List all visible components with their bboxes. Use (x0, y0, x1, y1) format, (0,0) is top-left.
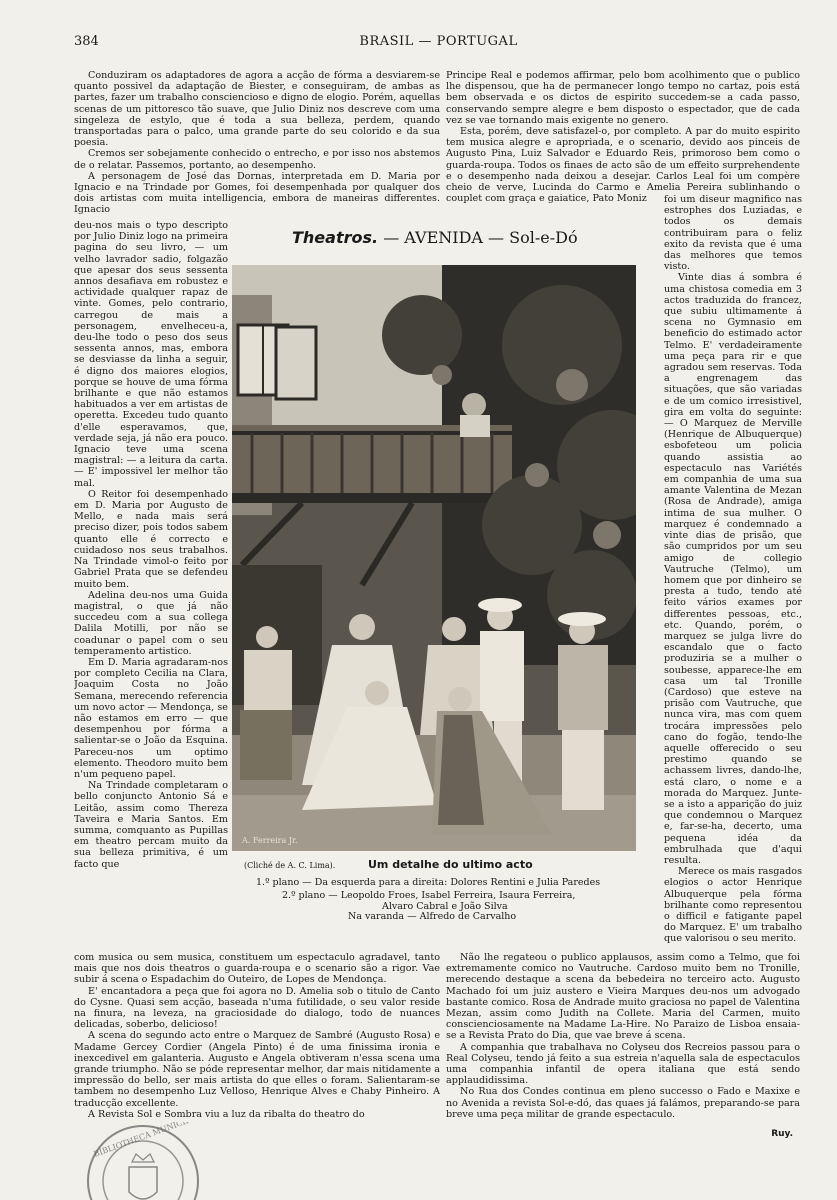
paragraph: com musica ou sem musica, constituem um espectaculo agradavel, tanto mais que nos dois theatros o guarda-roupa e o scenario são a rigor. Vae subir á scena o Espadachim do Outeiro, de Lopes de Mendonça. (74, 952, 440, 986)
paragraph: A Revista Sol e Sombra viu a luz da ribalta do theatro do (88, 1108, 365, 1120)
paragraph: O Reitor foi desempenhado em D. Maria por Augusto de Mello, e nada mais será preciso dizer, pois todos sabem quanto elle é correcto e cuidadoso nos seus trabalhos. Na Trindade vimol-o feito por Gabriel Prata que se defendeu muito bem. (74, 488, 228, 590)
paragraph: E' encantadora a peça que foi agora no D. Amelia sob o titulo de Canto do Cysne. Quasi sem acção, baseada n'uma futilidade, o seu valor reside na finura, na leveza, na graciosidade do dialogo, todo de nuances delicadas, soberbo, delicioso! (74, 985, 440, 1031)
caption-line: Na varanda — Alfredo de Carvalho (348, 911, 517, 922)
paragraph: Conduziram os adaptadores de agora a acção de fórma a desviarem-se quanto possivel da adaptação de Biester, e conseguiram, de ambas as partes, fazer um trabalho conscienciosо e digno de elogio. Porém, aquellas scenas de um pittoresco tão suave, que Julio Diniz nos descreve com uma singeleza de estylo, que é toda a sua belleza, perdem, quando transportadas para o palco, uma grande parte do seu colorido e da sua poesia. (74, 70, 440, 149)
paragraph: A scena do segundo acto entre o Marquez de Sambré (Augusto Rosa) e Madame Gercey Cordier (Angela Pinto) é de uma finissima ironia e inexcedivel em galanteria. Augusto e Angela obtiveram n'essa scena uma grande triumpho. Não se póde representar melhor, dar mais nitidamente a impressão do bello, ser mais artista do que elles o foram. Salientaram-se tambem no desempenho Luz Velloso, Henrique Alves e Chaby Pinheiro. A traducção excellente. (74, 1030, 440, 1109)
column-right-bottom (446, 952, 800, 1142)
paragraph: Merece os mais rasgados elogios o actor Henrique Albuquerque pela fórma brilhante como representou o difficil e fatigante papel do Marquez. E' um trabalho que valorisou o seu merito. (664, 866, 802, 945)
section-subtitle: — AVENIDA — Sol-e-Dó (383, 228, 578, 247)
caption-title: Um detalhe do ultimo acto (368, 858, 533, 871)
stage-photograph (232, 265, 636, 851)
stamp-seal-icon (84, 1122, 202, 1200)
paragraph: Não lhe regateou o publico applausos, assim como a Telmo, que foi extremamente comico no Vautruche. Cardoso muito bem no Tronille, merecendo destaque a scena da bebedeira no terceiro acto. Augusto Machado foi um juiz austero e Vieira Marques deu-nos um advogado bastante comico. Rosa de Andrade muito graciosa no papel de Valentina Mezan, assim como Judith na Collete. Maria del Carmen, muito conscienciosamente na Madame La-Hire. No Paraizo de Lisboa ensaia-se a Revista Prato do Dia, que vae breve á scena. (446, 952, 800, 1042)
paragraph: Em D. Maria agradaram-nos por completo Cecilia na Clara, Joaquim Costa no João Semana, merecendo referencia um novo actor — Mendonça, se não estamos em erro — que desempenhou por fórma a salientar-se o João da Esquina. Pareceu-nos um optimo elemento. Theodoro muito bem n'um pequeno papel. (74, 656, 228, 780)
library-stamp (84, 1122, 202, 1200)
caption-line: Alvaro Cabral e João Silva (382, 901, 508, 912)
stamp-text: BIBLIOTHECA MUNICIPAL (92, 1122, 202, 1159)
paragraph: Principe Real e podemos affirmar, pelo bom acolhimento que o publico lhe dispensou, que ha de permanecer longo tempo no cartaz, pois está bem observada e os dictos de espirito succedem-se a cada passo, conservando sempre alegre e bem disposto o espectador, que de cada vez se vae tornando mais exigente no genero. (446, 70, 800, 126)
running-title: BRASIL — PORTUGAL (359, 34, 518, 49)
author-signature: Ruy. (771, 1129, 793, 1139)
paragraph: Esta, porém, deve satisfazel-o, por completo. A par do muito espirito tem musica alegre e apropriada, e o scenario, devido aos pinceis de Augusto Pina, Luiz Salvador e Eduardo Reis, primoroso bem como o guarda-roupa. Todos os finaes de acto são de um effeito surprehendente e o desempenho nada deixou a desejar. Carlos Leal foi um compère cheio de verve, Lucinda do Carmo e Amelia Pereira sublinhando o couplet com graça e gaiatice, Pato Moniz (446, 126, 800, 205)
paragraph: deu-nos mais o typo descripto por Julio Diniz logo na primeira pagina do seu livro, — um velho lavrador sadio, folgazão que apesar dos seus sessenta annos desafiava em robustez e actividade qualquer rapaz de vinte. Gomes, pelo contrario, carregou de mais a personagem, envelheceu-a, deu-lhe todo o peso dos seus sessenta annos, mas, embora se desviasse da linha a seguir, é digno dos maiores elogios, porque se houve de uma fórma brilhante e que não estamos habituados a ver em artistas de operetta. Excedeu tudo quanto d'elle esperavamos, que, verdade seja, já não era pouco. Ignacio teve uma scena magistral: — a leitura da carta.— E' impossivel ler melhor tão mal. (74, 220, 228, 489)
page-header (74, 34, 803, 54)
photographer-mark: A. Ferreira Jr. (242, 836, 298, 845)
section-heading (292, 228, 652, 247)
paragraph: foi um diseur magnifico nas estrophes dos Luziadas, e todos os demais contribuiram para o feliz exito da revista que é uma das melhores que temos visto. (664, 194, 802, 273)
paragraph: Cremos ser sobejamente conhecido o entrecho, e por isso nos abstemos de o relatar. Passemos, portanto, ao desempenho. (74, 148, 440, 171)
photo-credit: (Cliché de A. C. Lima). (244, 861, 336, 870)
caption-line: 2.º plano — Leopoldo Froes, Isabel Ferreira, Isaura Ferreira, (282, 890, 576, 901)
column-narrow-left (74, 220, 228, 960)
caption-line: 1.º plano — Da esquerda para a direita: Dolores Rentini e Julia Paredes (256, 877, 601, 888)
column-narrow-right (664, 194, 802, 964)
paragraph: No Rua dos Condes continua em pleno successo o Fado e Maxixe e no Avenida a revista Sol-e-dó, das quaes já falámos, preparando-se para breve uma peça militar de grande espectaculo. (446, 1086, 800, 1120)
section-title: Theatros. (292, 228, 379, 247)
paragraph: Vinte dias á sombra é uma chistosa comedia em 3 actos traduzida do francez, que subiu ultimamente á scena no Gymnasio em beneficio do estimado actor Telmo. E' verdadeiramente uma peça para rir e que agradou sem reservas. Toda a engrenagem das situações, que são variadas e de um comico irresistivel, gira em volta do seguinte: — O Marquez de Merville (Henrique de Albuquerque) esbofeteou um policia quando assistia ao espectaculo nas Variétés em companhia de uma sua amante Valentina de Mezan (Rosa de Andrade), amiga intima de sua mulher. O marquez é condemnado a vinte dias de prisão, que são cumpridos por um seu amigo de collegio Vautruche (Telmo), um homem que por dinheiro se presta a tudo, tendo até feito vários exames por differentes pessoas, etc., etc. Quando, porém, o marquez se julga livre do escandalo que o facto produziria se a mulher o soubesse, apparece-lhe em casa um tal Tronille (Cardoso) que esteve na prisão com Vautruche, que nunca vira, mas com quem trocára impressões pelo cano do fogão, tendo-lhe aquelle offerecido o seu prestimo quando se achassem livres, dando-lhe, está claro, o nome e a morada do Marquez. Junte-se a isto a apparição do juiz que condemnou o Marquez e, far-se-ha, decerto, uma pequena idéa da embrulhada que d'aqui resulta. (664, 272, 802, 866)
paragraph: A personagem de José das Dornas, interpretada em D. Maria por Ignacio e na Trindade por Gomes, foi desempenhada por qualquer dos dois artistas com muita intelligencia, embora de maneiras differentes. Ignacio (74, 170, 440, 216)
column-left-bottom (74, 952, 440, 1142)
page-number: 384 (74, 34, 99, 49)
photo-illustration (232, 265, 636, 851)
column-left-top (74, 70, 440, 220)
paragraph: Na Trindade completaram o bello conjuncto Antonio Sá e Leitão, assim como Thereza Taveira e Maria Santos. Em summa, comquanto as Pupillas em theatro percam muito da sua belleza primitiva, é um facto que (74, 780, 228, 870)
paragraph: Adelina deu-nos uma Guida magistral, o que já não succedeu com a sua collega Dalila Motilli, por não se coadunar o papel com o seu temperamento artistico. (74, 589, 228, 657)
paragraph: A companhia que trabalhava no Colyseu dos Recreios passou para o Real Colyseu, tendo já feito a sua estreia n'aquella sala de espectaculos uma companhia infantil de opera italiana que está sendo applaudidissima. (446, 1041, 800, 1087)
